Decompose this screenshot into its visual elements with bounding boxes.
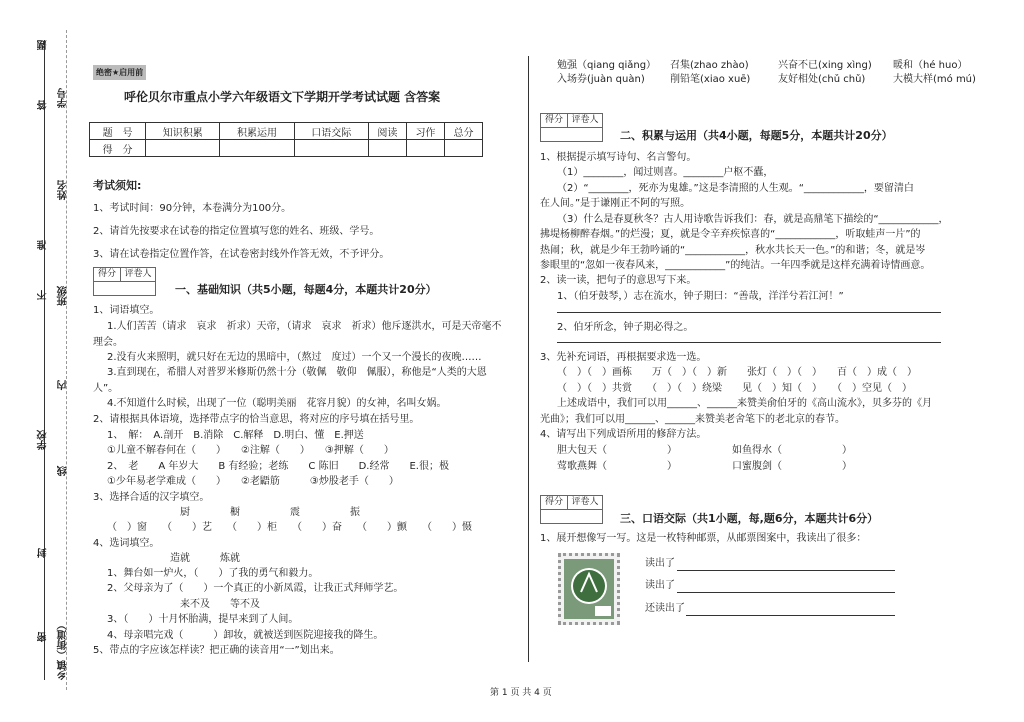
sec1-line: 厨 橱 震 振 [180,507,360,518]
answer-line-1 [557,312,941,313]
sec2-line: 1、（伯牙鼓琴，）志在流水，钟子期曰：“善哉，洋洋兮若江河！” [557,291,844,302]
sec1-line: 2、请根据具体语境，选择带点字的恰当意思，将对应的序号填在括号里。 [93,414,420,425]
pinyin-item: 兴奋不已(xing xìng) [778,60,872,71]
margin-label: 学校 [38,430,49,450]
section3-intro: 1、展开想像写一写。这是一枚特种邮票，从邮票图案中，我读出了很多： [540,533,867,544]
sec2-line: 参眼里的“忽如一夜春风来，____________”的纯洁。一年四季就是这样充满着诗情画意。 [540,260,931,271]
sec1-line: 造就 炼就 [170,553,240,564]
margin-label: 封 [38,548,49,558]
margin-label: 内 [58,380,69,390]
score-header-cell: 总分 [444,123,482,140]
sec1-line: 4、母亲唱完戏（ ）卸妆，就被送到医院迎接我的降生。 [107,630,384,641]
read-line-3 [686,615,895,616]
read-line-1 [677,570,895,571]
read-label-3: 还读出了 [645,603,685,614]
sec1-line: 4.不知道什么时候，出现了一位（聪明美丽 花容月貌）的女神，名叫女娲。 [107,398,447,409]
notice-heading: 考试须知: [93,179,142,192]
sec2-line: 莺歌燕舞（ ） 口蜜腹剑（ ） [557,461,852,472]
margin-label: 题 [38,40,49,50]
answer-line-2 [557,342,941,343]
grader-label: 评卷人 [567,496,602,509]
margin-label: 答 [38,100,49,110]
page-footer: 第 1 页 共 4 页 [490,688,552,698]
score-header-cell: 题 号 [90,123,146,140]
sec2-line: 拂堤杨柳醉春烟。”的烂漫；夏，就是令辛弃疾惊喜的“____________，听取蛙声一片”的 [540,229,921,240]
sec2-line: （3）什么是春夏秋冬？古人用诗歌告诉我们：春，就是高鼎笔下描绘的“____________， [557,214,949,225]
margin-label: 姓名 [58,180,69,200]
margin-label: 学号 [58,88,69,108]
grader-label: 评卷人 [567,114,602,127]
sec2-line: （2）“________，死亦为鬼雄。”这是李清照的人生观。“____________，要留清白 [557,183,914,194]
read-line-2 [677,592,895,593]
score-header-cell: 习作 [406,123,444,140]
sec1-line: 1、舞台如一炉火，（ ）了我的勇气和毅力。 [107,568,319,579]
pinyin-item: 暖和（hé huo） [893,60,968,71]
score-label: 得分 [97,269,116,279]
score-value-cell [406,140,444,157]
sec1-line: 3.直到现在，希腊人对普罗米修斯仍然十分（敬佩 敬仰 佩服），称他是“人类的大恩 [107,367,487,378]
sec1-line: 3、（ ）十月怀胎满，提早来到了人间。 [107,614,299,625]
pinyin-item: 削铅笔(xiao xuē) [670,74,751,85]
secret-label: 绝密★启用前 [93,65,146,80]
sec2-line: 热闹；秋，就是少年王勃吟诵的“____________，秋水共长天一色。”的和谐；冬，就是岑 [540,245,926,256]
sec2-line: （1）________，闻过则喜。________户枢不蠹， [557,167,774,178]
notice-item-3: 3、请在试卷指定位置作答，在试卷密封线外作答无效，不予评分。 [93,249,390,260]
score-value-cell [294,140,368,157]
margin-label: 线 [58,466,69,476]
section2-title: 二、积累与运用（共4小题，每题5分，本题共计20分） [620,129,893,142]
sec2-line: 胆大包天（ ） 如鱼得水（ ） [557,445,852,456]
sec2-line: （ ）（ ）共赏 （ ）（ ）绕梁 见（ ）知（ ） （ ）空见（ ） [557,383,912,394]
grader-label: 评卷人 [120,268,155,281]
sec1-line: 1、词语填空。 [93,305,160,316]
margin-label: 准 [38,240,49,250]
sec2-line: 在人间。”是于谦刚正不阿的写照。 [540,198,691,209]
score-table [89,122,483,157]
score-header-cell: 口语交际 [294,123,368,140]
score-header-cell: 积累运用 [220,123,294,140]
score-value-cell [220,140,294,157]
score-value-cell: 得 分 [90,140,146,157]
score-header-cell: 知识积累 [146,123,220,140]
score-value-cell [368,140,406,157]
score-header-cell: 阅读 [368,123,406,140]
score-box-1 [93,267,156,296]
section3-title: 三、口语交际（共1小题，每,题6分，本题共计6分） [620,512,879,525]
read-label-1: 读出了 [645,558,675,569]
sec2-line: 上述成语中，我们可以用______、______来赞美俞伯牙的《高山流水》，贝多芬的《月 [557,398,932,409]
read-label-2: 读出了 [645,580,675,591]
sec1-line: 2、 老 A 年岁大 B 有经验；老练 C 陈旧 D.经常 E.很；极 [107,461,449,472]
score-box-3 [540,495,603,524]
sec2-line: （ ）（ ）画栋 万（ ）（ ）新 张灯（ ）（ ） 百（ ）成（ ） [557,367,917,378]
pinyin-item: 召集(zhao zhào) [670,60,749,71]
score-value-cell [146,140,220,157]
sec2-line: 3、先补充词语，再根据要求选一选。 [540,352,707,363]
sec2-line: 2、读一读，把句子的意思写下来。 [540,275,697,286]
sec1-line: 3、选择合适的汉字填空。 [93,492,210,503]
margin-line [44,40,45,680]
column-divider [528,56,529,662]
pinyin-item: 入场券(juàn quàn) [557,74,645,85]
sec1-line: 1.人们苦苦（请求 哀求 祈求）天帝，（请求 哀求 祈求）他斥逐洪水，可是天帝毫不 [107,321,502,332]
pinyin-item: 友好相处(chǔ chǔ) [778,74,866,85]
pinyin-item: 勉强（qiang qiǎng） [557,60,657,71]
score-value-cell [444,140,482,157]
sec2-line: 2、伯牙所念，钟子期必得之。 [557,322,694,333]
sec2-line: 光曲》；我们可以用______、______来赞美老舍笔下的老北京的春节。 [540,414,845,425]
sec1-line: 2.没有火来照明，就只好在无边的黑暗中，（熬过 度过）一个又一个漫长的夜晚…… [107,352,482,363]
margin-label: 不 [38,290,49,300]
sec1-line: ①少年易老学难成（ ） ②老鼯筋 ③炒股老手（ ） [107,476,399,487]
sec1-line: 2、父母亲为了（ ）一个真正的小新凤霞，让我正式拜师学艺。 [107,583,404,594]
sec1-line: 5、带点的字应该怎样读？把正确的读音用“一”划出来。 [93,645,340,656]
stamp-icon [561,556,617,622]
notice-item-2: 2、请首先按要求在试卷的指定位置填写您的姓名、班级、学号。 [93,226,380,237]
score-label: 得分 [544,497,563,507]
score-box-2 [540,113,603,142]
margin-label: 乡镇（街道） [58,620,69,680]
sec1-line: 来不及 等不及 [180,599,260,610]
sec1-line: 4、选词填空。 [93,538,160,549]
pinyin-item: 大模大样(mó mú) [893,74,976,85]
sec1-line: （ ）窗 （ ）艺 （ ）柜 （ ）奋 （ ）颤 （ ）慑 [107,522,472,533]
sec1-line: 理会。 [93,337,123,348]
sec1-line: 1、 解： A.剖开 B.消除 C.解释 D.明白、懂 E.押送 [107,430,364,441]
score-label: 得分 [544,115,563,125]
seal-line [66,30,67,690]
margin-label: 班级 [58,286,69,306]
stamp-image [558,553,620,625]
sec2-line: 4、请写出下列成语所用的修辞方法。 [540,429,707,440]
sec1-line: 人”。 [93,383,119,394]
page-title: 呼伦贝尔市重点小学六年级语文下学期开学考试试题 含答案 [124,90,441,104]
sec2-line: 1、根据提示填写诗句、名言警句。 [540,152,697,163]
sec1-line: ①儿童不解春何在（ ） ②注解（ ） ③押解（ ） [107,445,394,456]
margin-label: 密 [38,632,49,642]
notice-item-1: 1、考试时间：90分钟，本卷满分为100分。 [93,203,292,214]
section1-title: 一、基础知识（共5小题，每题4分，本题共计20分） [175,283,437,296]
